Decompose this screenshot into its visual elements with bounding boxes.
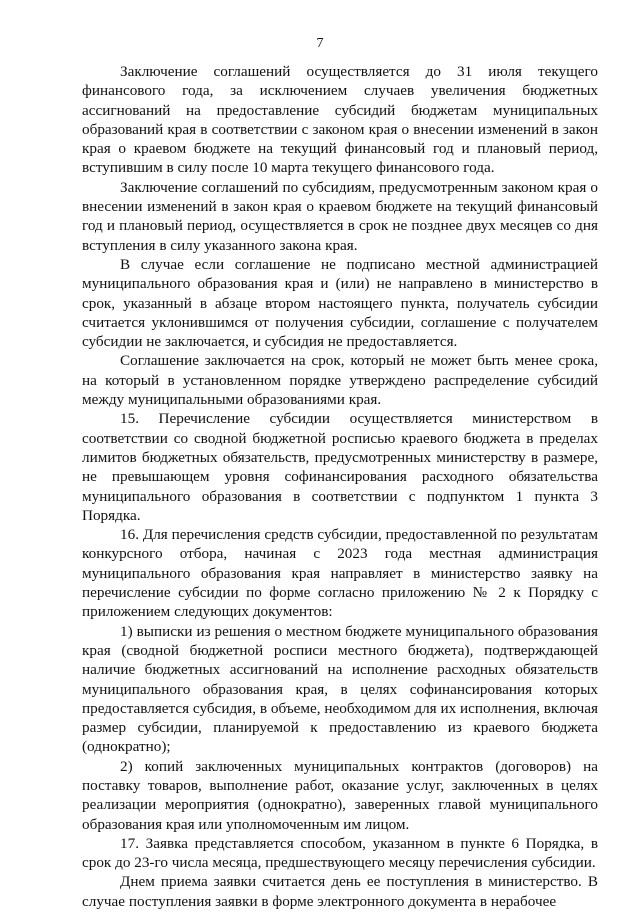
- paragraph-item-17: 17. Заявка представляется способом, указанном в пункте 6 Порядка, в срок до 23-го числа месяца, предшествующего месяцу перечисления субсидии.: [82, 834, 598, 872]
- paragraph-subitem-1: 1) выписки из решения о местном бюджете муниципального образования края (сводной бюджетной росписи местного бюджета), подтверждающей наличие бюджетных ассигнований на исполнение расходных обязательств муниципального образования края, в целях софинансирования которых предоставляется субсидия, в объеме, необходимом для их исполнения, включая размер субсидии, планируемой к предоставлению из краевого бюджета (однократно);: [82, 622, 598, 756]
- paragraph-unsigned-agreement: В случае если соглашение не подписано местной администрацией муниципального образования края и (или) не направлено в министерство в срок, указанный в абзаце втором настоящего пункта, получатель субсидии считается уклонившимся от получения субсидии, соглашение с получателем субсидии не заключается, и субсидия не предоставляется.: [82, 255, 598, 351]
- paragraph-agreement-term: Соглашение заключается на срок, который не может быть менее срока, на который в установленном порядке утверждено распределение субсидий между муниципальными образованиями края.: [82, 352, 598, 409]
- paragraph-application-date: Днем приема заявки считается день ее поступления в министерство. В случае поступления заявки в форме электронного документа в нерабочее: [82, 873, 598, 910]
- paragraph-item-16: 16. Для перечисления средств субсидии, предоставленной по результатам конкурсного отбора, начиная с 2023 года местная администрация муниципального образования края направляет в министерство заявку на перечисление субсидии по форме согласно приложению № 2 к Порядку с приложением следующих документов:: [82, 526, 598, 621]
- page-number: 7: [316, 36, 324, 51]
- document-body: [82, 62, 598, 911]
- paragraph-item-15: 15. Перечисление субсидии осуществляется министерством в соответствии со сводной бюджетной росписью краевого бюджета в пределах лимитов бюджетных обязательств, предусмотренных министерству в размере, не превышающем уровня софинансирования расходного обязательства муниципального образования в соответствии с подпунктом 1 пункта 3 Порядка.: [82, 410, 598, 524]
- paragraph-agreement-amendments: Заключение соглашений по субсидиям, предусмотренным законом края о внесении изменений в закон края о краевом бюджете на текущий финансовый год и плановый период, осуществляется в срок не позднее двух месяцев со дня вступления в силу указанного закона края.: [82, 178, 598, 254]
- paragraph-agreement-deadline: Заключение соглашений осуществляется до 31 июля текущего финансового года, за исключением случаев увеличения бюджетных ассигнований на предоставление субсидий бюджетам муниципальных образований края в соответствии с законом края о внесении изменений в закон края о краевом бюджете на текущий финансовый год и плановый период, вступившим в силу после 10 марта текущего финансового года.: [82, 63, 598, 177]
- paragraph-subitem-2: 2) копий заключенных муниципальных контрактов (договоров) на поставку товаров, выполнение работ, оказание услуг, заключенных в целях реализации мероприятия (однократно), заверенных главой муниципального образования края или уполномоченным им лицом.: [82, 757, 598, 833]
